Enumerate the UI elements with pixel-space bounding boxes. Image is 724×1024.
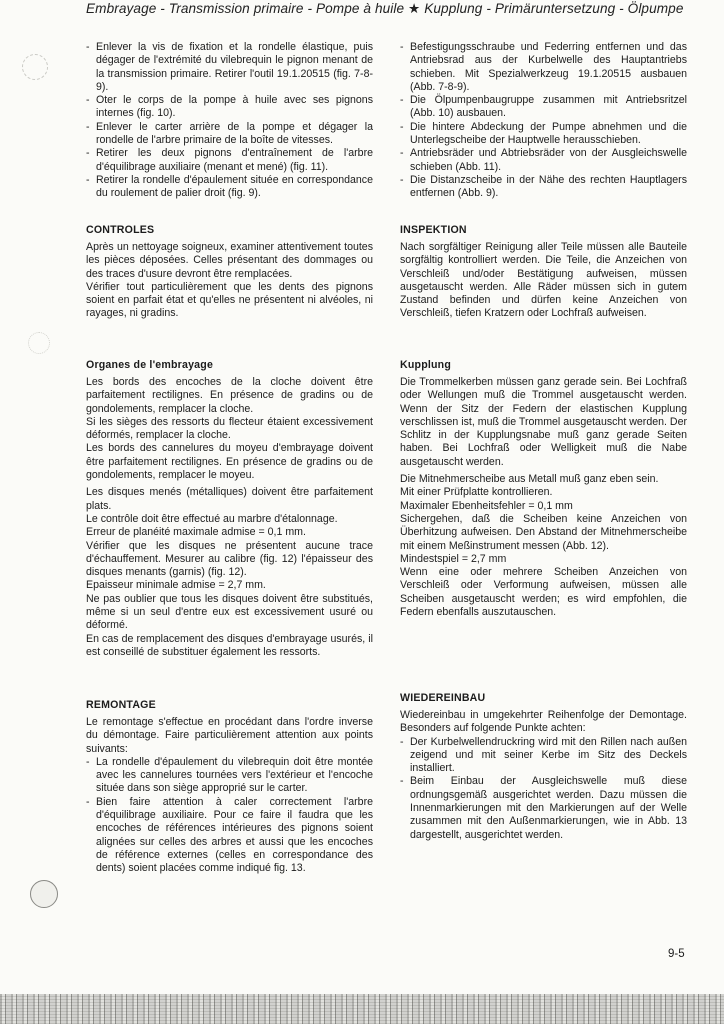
list-item: - Enlever le carter arrière de la pompe et dégager la rondelle de l'arbre primaire de la boîte de vitesses. [86,121,373,148]
page-number: 9-5 [668,948,685,960]
list-item: - Die Ölpumpenbaugruppe zusammen mit Antriebsritzel (Abb. 10) ausbauen. [400,94,687,121]
scan-noise-strip [0,994,724,1024]
section-heading: INSPEKTION [400,224,467,236]
list-item: - Oter le corps de la pompe à huile avec ses pignons internes (fig. 10). [86,94,373,121]
german-intro [400,41,687,201]
german-intro-list [400,41,687,201]
paragraph: En cas de remplacement des disques d'embrayage usurés, il est conseillé de substituer également les ressorts. [86,632,373,658]
section-controles [86,224,373,321]
paragraph: Si les sièges des ressorts du flecteur étaient excessivement déformés, remplacer la cloche. [86,415,373,442]
paragraph: Sichergehen, daß die Scheiben keine Anzeichen von Überhitzung aufweisen. Den Abstand der Mitnehmerscheibe mit einem Meßinstrument messen (Abb. 12). [400,512,687,552]
list-item: - Beim Einbau der Ausgleichswelle muß diese ordnungsgemäß ausgerichtet werden. Dazu müssen die Innenmarkierungen mit den Markierungen auf der Welle zusammen mit den Außenmarkierungen, wie in Abb. 13 dargestellt, ausgerichtet werden. [400,775,687,841]
french-intro-list [86,41,373,201]
section-heading: CONTROLES [86,224,155,236]
list-item: - Bien faire attention à caler correctement l'arbre d'équilibrage auxiliaire. Pour ce faire il faudra que les encoches de références intérieures des pignons soient alignées sur celles des arbres et aussi que les encoches de référence externes (celles en correspondance des dents) soient placées comme indiqué fig. 13. [86,796,373,876]
section-heading: REMONTAGE [86,699,156,711]
paragraph: Mit einer Prüfplatte kontrollieren. [400,486,553,499]
punch-hole-mark [22,54,48,80]
paragraph: Les disques menés (métalliques) doivent être parfaitement plats. [86,486,373,512]
section-kupplung [400,359,687,619]
remontage-list [86,756,373,876]
section-heading: Organes de l'embrayage [86,359,214,371]
paragraph: Epaisseur minimale admise = 2,7 mm. [86,579,266,592]
list-item: - Retirer les deux pignons d'entraînement de l'arbre d'équilibrage auxiliaire (menant et mené) (fig. 11). [86,147,373,174]
page-header: Embrayage - Transmission primaire - Pompe à huile ★ Kupplung - Primäruntersetzung - Ölpumpe [86,1,684,16]
list-item: - Die hintere Abdeckung der Pumpe abnehmen und die Unterlegscheibe der Hauptwelle herausschieben. [400,121,687,148]
section-remontage [86,699,373,876]
section-wiedereinbau [400,692,687,842]
paragraph: Vérifier que les disques ne présentent aucune trace d'échauffement. Mesurer au calibre (fig. 12) l'épaisseur des disques menants (garnis) (fig. 12). [86,539,373,579]
paragraph: Die Trommelkerben müssen ganz gerade sein. Bei Lochfraß oder Wellungen muß die Trommel ausgetauscht werden. Wenn der Sitz der Federn der elastischen Kupplung verschlissen ist, muß die Trommel ausgetauscht werden. Der Schlitz in der Kupplungsnabe muß ganz gerade Seiten haben. Bei Lochfraß oder Welligkeit muß die Nabe ausgetauscht werden. [400,376,687,468]
section-heading: WIEDEREINBAU [400,692,486,704]
paragraph: Le remontage s'effectue en procédant dans l'ordre inverse du démontage. Faire particulièrement attention aux points suivants: [86,716,373,755]
list-item: - Die Distanzscheibe in der Nähe des rechten Hauptlagers entfernen (Abb. 9). [400,174,687,201]
paragraph: Le contrôle doit être effectué au marbre d'étalonnage. [86,512,338,525]
paragraph: Les bords des cannelures du moyeu d'embrayage doivent être parfaitement rectilignes. En présence de gradins ou de gondolements, remplacer le moyeu. [86,442,373,482]
paragraph: Les bords des encoches de la cloche doivent être parfaitement rectilignes. En présence de gradins ou de gondolements, remplacer la cloche. [86,376,373,415]
section-organes-embrayage [86,359,373,659]
paragraph: Wenn eine oder mehrere Scheiben Anzeichen von Verschleiß oder Verformung aufweisen, müssen alle Scheiben ausgetauscht werden; es wird empfohlen, die Federn ebenfalls auszutauschen. [400,566,687,619]
list-item: - Enlever la vis de fixation et la rondelle élastique, puis dégager de l'extrémité du vilebrequin le pignon menant de la transmission primaire. Retirer l'outil 19.1.20515 (fig. 7-8-9). [86,41,373,94]
paragraph: Erreur de planéité maximale admise = 0,1 mm. [86,526,306,539]
list-item: - La rondelle d'épaulement du vilebrequin doit être montée avec les cannelures tournées vers l'extérieur et l'encoche située dans son siège approprié sur le carter. [86,756,373,796]
paragraph: Die Mitnehmerscheibe aus Metall muß ganz eben sein. [400,473,659,486]
list-item: - Der Kurbelwellendruckring wird mit den Rillen nach außen zeigend und mit seiner Kerbe im Sitz des Deckels installiert. [400,736,687,776]
paragraph: Mindestspiel = 2,7 mm [400,552,507,565]
list-item: - Befestigungsschraube und Federring entfernen und das Antriebsrad aus der Kurbelwelle des Hauptantriebs schieben. Mit Spezialwerkzeug 19.1.20515 ausbauen (Abb. 7-8-9). [400,41,687,94]
paragraph: Wiedereinbau in umgekehrter Reihenfolge der Demontage. Besonders auf folgende Punkte achten: [400,709,687,735]
list-item: - Antriebsräder und Abtriebsräder von der Ausgleichswelle schieben (Abb. 11). [400,147,687,174]
section-inspektion [400,224,687,321]
punch-hole [30,880,58,908]
paragraph: Vérifier tout particulièrement que les dents des pignons soient en parfait état et qu'elles ne présentent ni alvéoles, ni rayages, ni gradins. [86,280,373,320]
paragraph: Nach sorgfältiger Reinigung aller Teile müssen alle Bauteile sorgfältig kontrolliert werden. Die Teile, die Anzeichen von Verschleiß und/oder Bestätigung aufweisen, müssen ausgetauscht werden. Alle Räder müssen sich in gutem Zustand befinden und dürfen keine Anzeichen von Verschleiß, tiefen Kratzern oder Lochfraß aufweisen. [400,241,687,320]
paragraph: Maximaler Ebenheitsfehler = 0,1 mm [400,499,573,512]
wiedereinbau-list [400,736,687,842]
paragraph: Ne pas oublier que tous les disques doivent être substitués, même si un seul d'entre eux est excessivement usuré ou déformé. [86,592,373,632]
paragraph: Après un nettoyage soigneux, examiner attentivement toutes les pièces déposées. Celles présentant des dommages ou des traces d'usure devront être remplacées. [86,241,373,280]
section-heading: Kupplung [400,359,452,371]
french-intro [86,41,373,201]
punch-hole-mark [28,332,50,354]
list-item: - Retirer la rondelle d'épaulement située en correspondance du roulement de palier droit (fig. 9). [86,174,373,201]
